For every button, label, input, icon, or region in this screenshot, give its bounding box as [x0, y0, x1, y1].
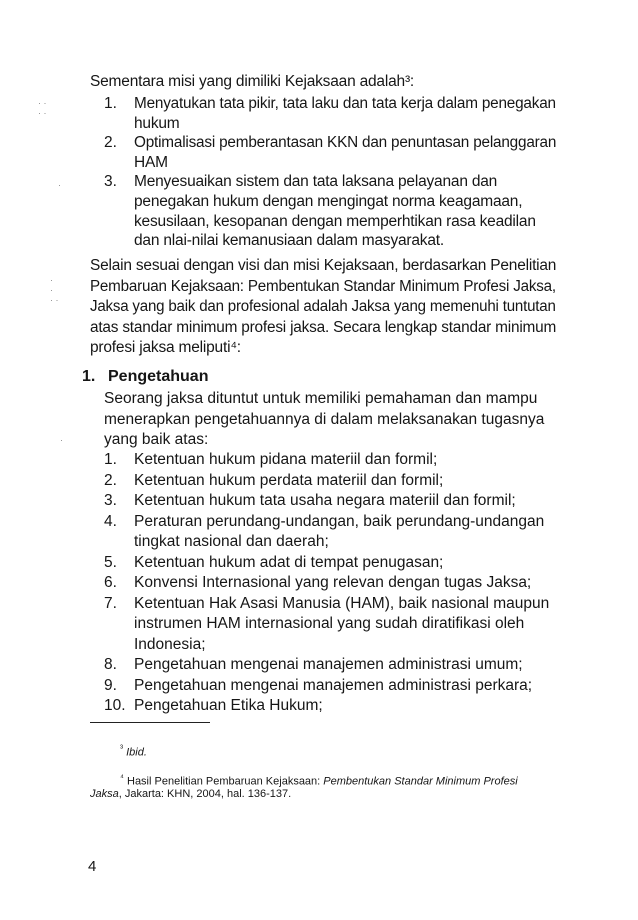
footnote-4-line2 [90, 787, 291, 801]
knowledge-item-line: tingkat nasional dan daerah; [134, 533, 329, 550]
intro-lead: Sementara misi yang dimiliki Kejaksaan adalah³: [90, 73, 415, 90]
mission-item-number: 3. [104, 173, 117, 191]
knowledge-item-number: 9. [104, 676, 117, 694]
section-intro-line: yang baik atas: [104, 431, 209, 448]
knowledge-item-line: Peraturan perundang-undangan, baik perundang-undangan [134, 512, 545, 530]
scan-artifact-left: · · · · [38, 98, 47, 118]
mission-item-line: kesusilaan, kesopanan dengan memperhtikan rasa keadilan [134, 212, 536, 230]
page-number: 4 [88, 858, 97, 875]
knowledge-item-number: 7. [104, 594, 117, 612]
scan-artifact-left-3: · · · · [50, 275, 59, 305]
knowledge-item-line: Konvensi Internasional yang relevan dengan tugas Jaksa; [134, 574, 532, 591]
knowledge-item-line: Ketentuan hukum perdata materiil dan formil; [134, 471, 444, 489]
section-number: 1. [82, 368, 96, 385]
mission-item-number: 1. [104, 95, 117, 112]
knowledge-item-line: Ketentuan hukum adat di tempat penugasan; [134, 553, 444, 571]
paragraph-line: profesi jaksa meliputi⁴: [90, 339, 241, 356]
paragraph-line: atas standar minimum profesi jaksa. Secara lengkap standar minimum [90, 318, 557, 336]
footnote-3 [120, 741, 147, 760]
paragraph-line: Selain sesuai dengan visi dan misi Kejaksaan, berdasarkan Penelitian [90, 257, 557, 274]
scan-artifact-left-2: · [58, 180, 61, 190]
knowledge-item-line: Ketentuan hukum tata usaha negara materiil dan formil; [134, 492, 516, 509]
mission-item-line: hukum [134, 114, 180, 132]
mission-item-line: Menyesuaikan sistem dan tata laksana pelayanan dan [134, 173, 498, 191]
knowledge-item-number: 5. [104, 553, 117, 571]
knowledge-item-line: Pengetahuan mengenai manajemen administrasi perkara; [134, 676, 533, 694]
knowledge-item-line: Pengetahuan Etika Hukum; [134, 697, 323, 714]
footnote-rule [90, 722, 210, 723]
scan-artifact-left-4: · [60, 435, 63, 445]
mission-item-line: HAM [134, 153, 168, 171]
footnote-4-suffix: , Jakarta: KHN, 2004, hal. 136-137. [118, 788, 292, 800]
knowledge-item-line: Pengetahuan mengenai manajemen administrasi umum; [134, 656, 523, 673]
section-intro-line: menerapkan pengetahuannya di dalam melaksanakan tugasnya [104, 410, 545, 428]
knowledge-item-number: 1. [104, 451, 117, 468]
knowledge-item-number: 8. [104, 656, 117, 673]
knowledge-item-line: instrumen HAM internasional yang sudah diratifikasi oleh [134, 615, 525, 632]
section-intro-line: Seorang jaksa dituntut untuk memiliki pemahaman dan mampu [104, 390, 538, 407]
knowledge-item-number: 10. [104, 697, 126, 714]
footnote-4-prefix: Hasil Penelitian Pembaruan Kejaksaan: [127, 775, 324, 788]
mission-item-line: Optimalisasi pemberantasan KKN dan penuntasan pelanggaran [134, 134, 557, 152]
knowledge-item-number: 6. [104, 574, 117, 591]
paragraph-line: Pembaruan Kejaksaan: Pembentukan Standar Minimum Profesi Jaksa, [90, 277, 556, 295]
paragraph-line: Jaksa yang baik dan profesional adalah Jaksa yang memenuhi tuntutan [90, 298, 556, 315]
footnote-4-line1 [120, 770, 518, 789]
mission-item-line: penegakan hukum dengan mengingat norma keagamaan, [134, 193, 523, 210]
knowledge-item-line: Ketentuan Hak Asasi Manusia (HAM), baik nasional maupun [134, 594, 550, 612]
footnote-4-title-line2: Jaksa [90, 788, 119, 800]
knowledge-item-line: Indonesia; [134, 635, 206, 653]
footnote-3-text: Ibid. [126, 746, 147, 759]
mission-item-line: dan nlai-nilai kemanusiaan dalam masyarakat. [134, 232, 444, 250]
knowledge-item-number: 2. [104, 471, 117, 489]
mission-item-line: Menyatukan tata pikir, tata laku dan tata kerja dalam penegakan [134, 95, 556, 112]
footnote-3-mark: ³ [120, 743, 124, 753]
footnote-4-title-line1: Pembentukan Standar Minimum Profesi [323, 775, 518, 788]
knowledge-item-number: 3. [104, 492, 117, 509]
section-title: Pengetahuan [108, 368, 209, 385]
knowledge-item-line: Ketentuan hukum pidana materiil dan formil; [134, 451, 438, 468]
footnote-4-mark: ⁴ [120, 772, 124, 782]
mission-item-number: 2. [104, 134, 117, 152]
knowledge-item-number: 4. [104, 512, 117, 530]
